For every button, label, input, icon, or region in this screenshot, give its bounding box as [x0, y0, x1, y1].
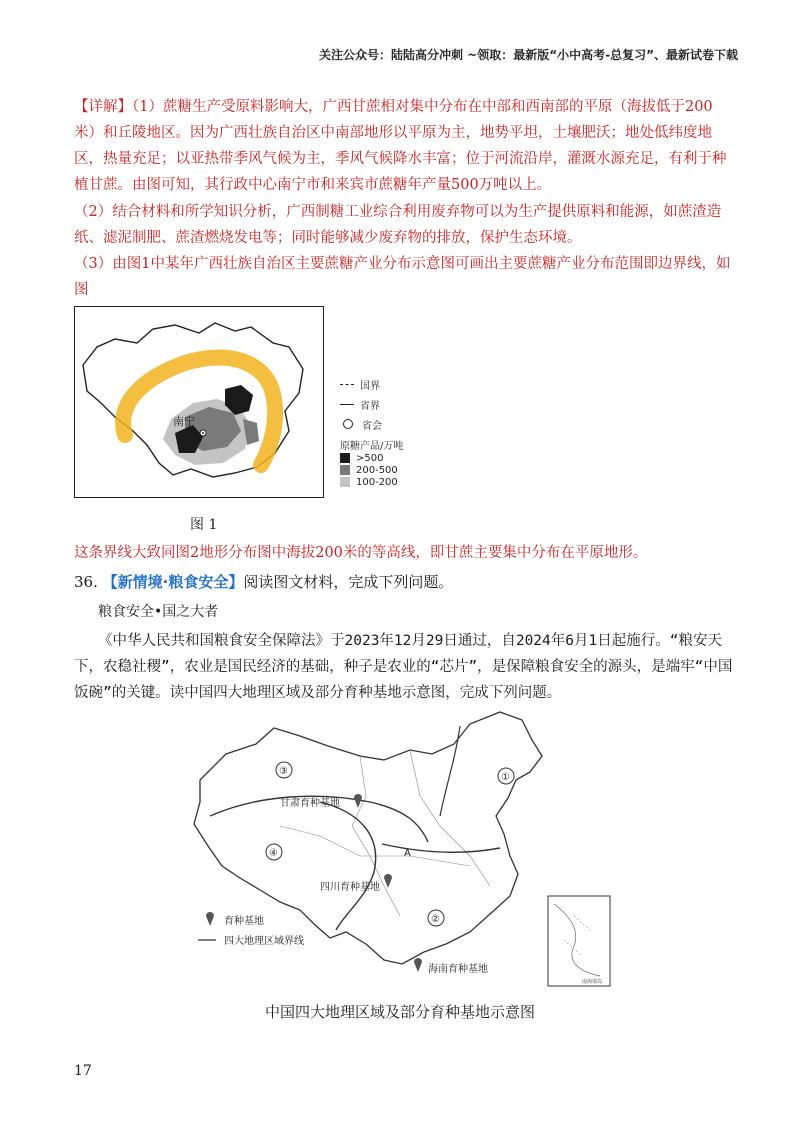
figure-1-legend	[340, 376, 403, 488]
answer-paragraph-3: （3）由图1中某年广西壮族自治区主要蔗糖产业分布示意图可画出主要蔗糖产业分布范围即边界线，如图	[74, 256, 731, 298]
figure-1-guangxi-sugar-map	[74, 306, 324, 498]
region-label-2: ②	[431, 914, 440, 925]
question-tag: 【新情境·粮食安全】	[102, 573, 244, 591]
legend-level-2: 200-500	[356, 464, 398, 476]
answer-paragraph-2: （2）结合材料和所学知识分析，广西制糖工业综合利用废弃物可以为生产提供原料和能源，如蔗渣造纸、滤泥制肥、蔗渣燃烧发电等；同时能够减少废弃物的排放，保护生态环境。	[74, 204, 722, 246]
legend-provincial-border: 省界	[360, 400, 380, 412]
base-label-gansu: 甘肃育种基地	[280, 798, 340, 809]
answer-paragraph-1: 【详解】（1）蔗糖生产受原料影响大，广西甘蔗相对集中分布在中部和西南部的平原（海拔低于200米）和丘陵地区。因为广西壮族自治区中南部地形以平原为主，地势平坦，土壤肥沃；地处低纬度地区，热量充足；以亚热带季风气候为主，季风气候降水丰富；位于河流沿岸，灌溉水源充足，有利于种植甘蔗。由图可知，其行政中心南宁市和来宾市蔗糖年产量500万吨以上。	[74, 99, 727, 193]
region-label-4: ④	[269, 848, 278, 859]
question-prompt: 阅读图文材料，完成下列问题。	[243, 573, 454, 591]
figure-2-caption: 中国四大地理区域及部分育种基地示意图	[264, 1003, 535, 1021]
region-label-1: ①	[501, 772, 510, 783]
question-number: 36.	[74, 573, 98, 591]
legend-capital: 省会	[362, 420, 382, 432]
question-36-heading	[74, 571, 453, 592]
base-marker-hainan	[414, 958, 422, 972]
legend-level-3: 100-200	[356, 476, 398, 488]
page-header: 关注公众号：陆陆高分冲刺 ~领取：最新版“小中高考-总复习”、最新试卷下载	[319, 48, 738, 62]
legend-boundary-label: 四大地理区域界线	[224, 936, 304, 947]
legend-title: 原糖产品/万吨	[340, 440, 404, 452]
legend-level-1: >500	[356, 452, 384, 464]
legend-national-border: 国界	[360, 380, 380, 392]
city-label-nanning: 南宁	[173, 415, 195, 428]
figure-1-caption: 图 1	[190, 517, 218, 533]
material-subtitle: 粮食安全•国之大者	[98, 604, 219, 620]
answer-paragraph-4: 这条界线大致同图2地形分布图中海拔200米的等高线，即甘蔗主要集中分布在平原地形。	[74, 545, 648, 561]
point-label-a: A	[404, 848, 411, 859]
capital-icon	[343, 419, 353, 429]
base-label-sichuan: 四川育种基地	[320, 882, 380, 893]
inset-label: 南海诸岛	[582, 979, 603, 985]
base-label-hainan: 海南育种基地	[428, 964, 488, 975]
figure-2-china-regions-map	[170, 706, 630, 990]
page-number: 17	[74, 1063, 92, 1079]
region-label-3: ③	[279, 766, 288, 777]
legend-base-label: 育种基地	[224, 916, 264, 927]
legend-base-icon	[206, 912, 214, 926]
material-text: 《中华人民共和国粮食安全保障法》于2023年12月29日通过，自2024年6月1日起施行。“粮安天下，农稳社稷”，农业是国民经济的基础，种子是农业的“芯片”，是保障粮食安全的源头，是端牢“中国饭碗”的关键。读中国四大地理区域及部分育种基地示意图，完成下列问题。	[74, 633, 733, 701]
